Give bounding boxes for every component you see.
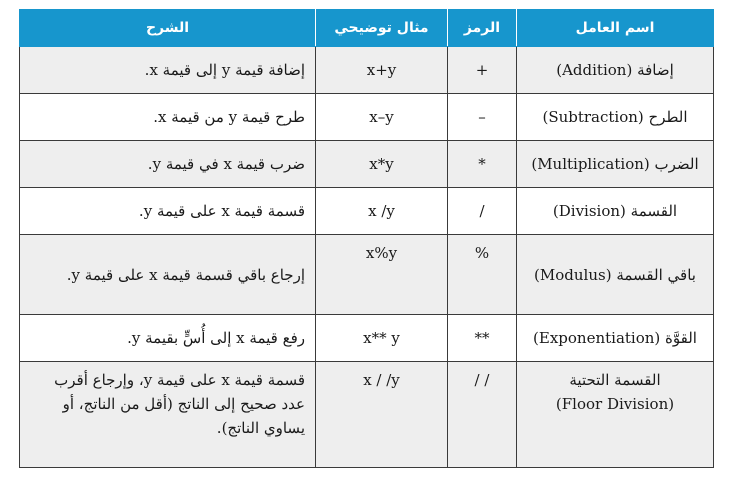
table-row <box>20 188 714 235</box>
operator-name-cell: القسمة (Division) <box>517 188 714 235</box>
explanation-cell: قسمة قيمة x على قيمة y. <box>20 188 316 235</box>
operator-name-cell: القوَّة (Exponentiation) <box>517 315 714 362</box>
example-cell: x–y <box>316 94 448 141</box>
example-cell: x%y <box>316 235 448 315</box>
operator-name-cell: الضرب (Multiplication) <box>517 141 714 188</box>
symbol-cell: / / <box>448 362 517 468</box>
example-cell: x+y <box>316 47 448 94</box>
symbol-cell: – <box>448 94 517 141</box>
operator-name-cell <box>517 362 714 468</box>
header-explanation: الشرح <box>20 10 316 47</box>
explanation-cell: إرجاع باقي قسمة قيمة x على قيمة y. <box>20 235 316 315</box>
operators-table <box>19 9 714 468</box>
header-symbol: الرمز <box>448 10 517 47</box>
example-cell: x / /y <box>316 362 448 468</box>
symbol-cell: ** <box>448 315 517 362</box>
explanation-cell: رفع قيمة x إلى أُسٍّ بقيمة y. <box>20 315 316 362</box>
symbol-cell: % <box>448 235 517 315</box>
header-operator-name: اسم العامل <box>517 10 714 47</box>
table-row <box>20 47 714 94</box>
table-row <box>20 315 714 362</box>
explanation-cell: إضافة قيمة y إلى قيمة x. <box>20 47 316 94</box>
symbol-cell: + <box>448 47 517 94</box>
example-cell: x*y <box>316 141 448 188</box>
example-cell: x** y <box>316 315 448 362</box>
operator-name-cell: الطرح (Subtraction) <box>517 94 714 141</box>
table-row <box>20 362 714 468</box>
operators-table-container <box>19 9 714 468</box>
header-example: مثال توضيحي <box>316 10 448 47</box>
table-row <box>20 141 714 188</box>
symbol-cell: / <box>448 188 517 235</box>
example-cell: x /y <box>316 188 448 235</box>
operator-name-english: (Floor Division) <box>555 395 675 413</box>
operator-name-cell: إضافة (Addition) <box>517 47 714 94</box>
symbol-cell: * <box>448 141 517 188</box>
table-header-row <box>20 10 714 47</box>
operator-name-arabic: القسمة التحتية <box>569 371 661 389</box>
operator-name-cell: باقي القسمة (Modulus) <box>517 235 714 315</box>
explanation-cell: طرح قيمة y من قيمة x. <box>20 94 316 141</box>
explanation-cell: قسمة قيمة x على قيمة y، وإرجاع أقرب عدد صحيح إلى الناتج (أقل من الناتج، أو يساوي الناتج). <box>20 362 316 468</box>
table-row <box>20 235 714 315</box>
explanation-cell: ضرب قيمة x في قيمة y. <box>20 141 316 188</box>
table-row <box>20 94 714 141</box>
